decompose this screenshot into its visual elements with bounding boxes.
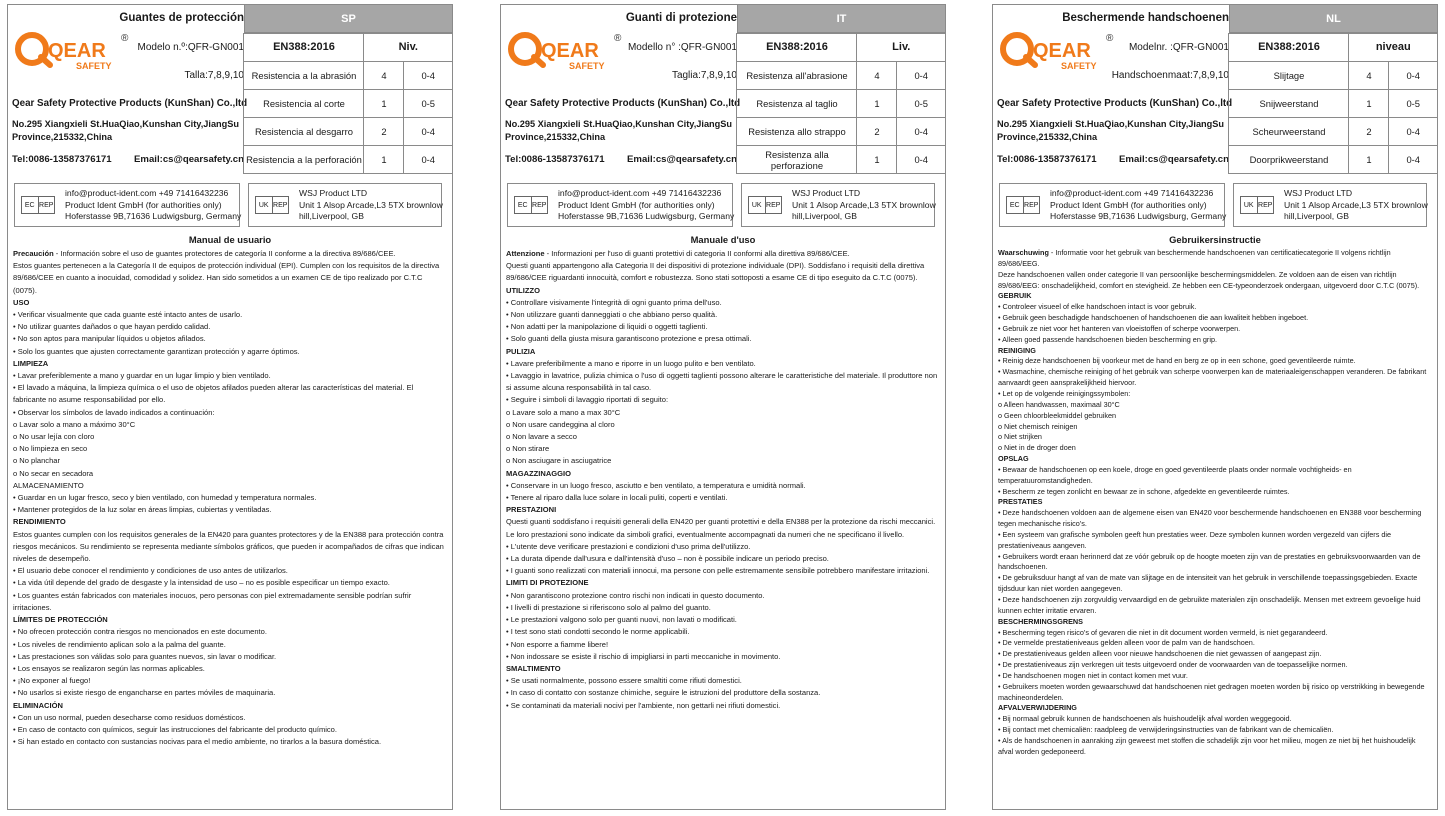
ec-rep-icon: [514, 196, 548, 214]
manual-paragraph: • Deze handschoenen zijn zorgvuldig vervaardigd en de gebruikte materialen zijn onschadelijk. Mensen met extreem gevoelige huid kunnen echter irritatie ervaren.: [998, 595, 1421, 615]
table-row: [737, 118, 945, 146]
authorised-representatives: [999, 183, 1431, 229]
test-level: 1: [364, 90, 404, 118]
manual-paragraph: • Seguire i simboli di lavaggio riportati di seguito:: [506, 395, 669, 405]
uk-rep-address-1: Unit 1 Alsop Arcade,L3 5TX brownlow: [792, 199, 936, 210]
manual-paragraph: • No ofrecen protección contra riesgos no mencionados en este documento.: [13, 627, 267, 637]
manual-paragraph: • Bij contact met chemicaliën: raadpleeg de verwijderingsinstructies van de fabrikant van de chemicaliën.: [998, 725, 1334, 735]
manual-paragraph: o Geen chloorbleekmiddel gebruiken: [998, 410, 1117, 420]
manual-paragraph: • Deze handschoenen voldoen aan de algemene eisen van EN420 voor beschermende handschoenen en EN388 voor bescherming tegen mechanische risico's.: [998, 508, 1422, 529]
manual-paragraph: • Non adatti per la manipolazione di liquidi o oggetti taglienti.: [506, 322, 708, 332]
manufacturer-address: No.295 Xiangxieli St.HuaQiao,Kunshan City,JiangSu Province,215332,China: [12, 119, 240, 142]
ec-rep-contact: info@product-ident.com +49 71416432236: [1050, 188, 1214, 198]
manual-paragraph: • De vermelde prestatieniveaus gelden alleen voor de palm van de handschoen.: [998, 638, 1255, 648]
test-name: Slijtage: [1229, 62, 1349, 90]
email-address: Email:cs@qearsafety.cn: [1119, 154, 1229, 165]
section-heading: OPSLAG: [998, 454, 1029, 464]
test-name: Resistenza alla perforazione: [737, 146, 857, 174]
manual-paragraph: • Mantener protegidos de la luz solar en áreas limpias, cubiertas y ventiladas.: [13, 505, 272, 515]
test-range: 0-5: [897, 90, 945, 118]
ec-rep-details: [1050, 188, 1226, 223]
table-header-row: [1229, 34, 1437, 62]
email-address: Email:cs@qearsafety.cn: [627, 154, 737, 165]
qear-logo: [14, 25, 134, 73]
manual-paragraph: o Niet chemisch reinigen: [998, 421, 1078, 431]
phone-number: Tel:0086-13587376171: [505, 154, 605, 165]
ec-label: EC: [1007, 197, 1024, 213]
manual-paragraph: • Reinig deze handschoenen bij voorkeur met de hand en berg ze op in een schone, goed geventileerde ruimte.: [998, 356, 1356, 366]
product-title: Beschermende handschoenen: [1062, 12, 1229, 24]
manual-paragraph: Estos guantes pertenecen a la Categoría II de equipos de protección individual (EPI). Cumplen con los requisitos de la directiva 89/686/CEE en cuanto a inocuidad, comodidad y solidez. Han sido sometidos a un examen CE de tipo realizado por C.T.C (0075).: [13, 261, 440, 295]
manual-paragraph: • Guardar en un lugar fresco, seco y bien ventilado, con humedad y temperatura normales.: [13, 493, 317, 503]
warning-text: - Información sobre el uso de guantes protectores de categoría II conforme a la directiva 89/686/CEE.: [53, 249, 396, 258]
table-row: [244, 90, 452, 118]
manual-paragraph: o Non lavare a secco: [506, 432, 577, 442]
manual-paragraph: • Tenere al riparo dalla luce solare in locali puliti, coperti e ventilati.: [506, 493, 728, 503]
manual-paragraph: • Bij normaal gebruik kunnen de handschoenen als huishoudelijk afval worden weggegooid.: [998, 714, 1292, 724]
uk-rep-address-2: hill,Liverpool, GB: [792, 211, 857, 221]
rep-label: REP: [766, 201, 781, 209]
manufacturer-address: No.295 Xiangxieli St.HuaQiao,Kunshan City,JiangSu Province,215332,China: [505, 119, 733, 142]
ec-rep-contact: info@product-ident.com +49 71416432236: [558, 188, 722, 198]
panel-header: [501, 5, 945, 173]
test-name: Resistencia a la perforación: [244, 146, 364, 174]
ec-rep-company: Product Ident GmbH (for authorities only): [65, 199, 222, 210]
test-name: Doorprikweerstand: [1229, 146, 1349, 174]
manual-paragraph: o Alleen handwassen, maximaal 30°C: [998, 399, 1120, 409]
manual-paragraph: • Gebruik ze niet voor het hanteren van vloeistoffen of scherpe voorwerpen.: [998, 323, 1241, 333]
section-heading: LIMITI DI PROTEZIONE: [506, 578, 589, 588]
uk-rep-details: [299, 188, 443, 223]
manual-paragraph: • Let op de volgende reinigingssymbolen:: [998, 388, 1131, 398]
en388-performance-table: [243, 33, 452, 174]
standard-label: EN388:2016: [737, 34, 857, 62]
manual-paragraph: • Los niveles de rendimiento aplican solo a la palma del guante.: [13, 639, 226, 649]
test-range: 0-4: [404, 118, 452, 146]
manual-paragraph: • Non garantiscono protezione contro rischi non indicati in questo documento.: [506, 590, 765, 600]
section-heading: SMALTIMENTO: [506, 663, 561, 673]
ec-rep-company: Product Ident GmbH (for authorities only): [1050, 199, 1207, 210]
manual-paragraph: • L'utente deve verificare prestazioni e condizioni d'uso prima dell'utilizzo.: [506, 541, 751, 551]
manual-paragraph: • Los guantes están fabricados con materiales inocuos, pero personas con piel extremadamente sensible podrían sufrir irritaciones.: [13, 590, 412, 612]
rep-label: REP: [273, 201, 288, 209]
manual-paragraph: • La durata dipende dall'usura e dall'intensità d'uso – non è possibile indicare un periodo preciso.: [506, 554, 829, 564]
manual-title: Manuale d'uso: [690, 234, 756, 245]
level-label: Niv.: [364, 34, 452, 62]
uk-rep-details: [792, 188, 936, 223]
manufacturer-name: Qear Safety Protective Products (KunShan) Co.,ltd: [997, 98, 1233, 109]
section-heading: AFVALVERWIJDERING: [998, 703, 1077, 713]
table-row: [1229, 146, 1437, 174]
test-name: Resistencia al desgarro: [244, 118, 364, 146]
model-number: Modello n° :QFR-GN001: [627, 42, 737, 53]
manual-paragraph: • El usuario debe conocer el rendimiento y condiciones de uso antes de utilizarlos.: [13, 566, 288, 576]
manufacturer-address: No.295 Xiangxieli St.HuaQiao,Kunshan City,JiangSu Province,215332,China: [997, 119, 1225, 142]
logo-reg: ®: [614, 33, 622, 44]
product-title: Guantes de protección: [119, 12, 244, 24]
section-heading: BESCHERMINGSGRENS: [998, 616, 1083, 626]
test-level: 2: [364, 118, 404, 146]
test-level: 1: [1349, 146, 1389, 174]
rep-label: REP: [1258, 201, 1273, 209]
uk-rep-company: WSJ Product LTD: [1284, 188, 1353, 198]
logo-reg: ®: [121, 33, 129, 44]
manual-paragraph: • Se usati normalmente, possono essere smaltiti come rifiuti domestici.: [506, 676, 742, 686]
manual-paragraph: • In caso di contatto con sostanze chimiche, seguire le istruzioni del produttore della sostanza.: [506, 688, 821, 698]
manual-paragraph: • Le prestazioni valgono solo per guanti nuovi, non lavati o modificati.: [506, 615, 737, 625]
user-manual: [8, 234, 452, 748]
manual-paragraph: • Solo los guantes que ajusten correctamente garantizan protección y agarre óptimos.: [13, 346, 300, 356]
section-heading: PULIZIA: [506, 346, 536, 356]
manual-paragraph: • Observar los símbolos de lavado indicados a continuación:: [13, 407, 215, 417]
uk-rep-box: [741, 183, 935, 227]
manual-paragraph: Deze handschoenen vallen onder categorie II van persoonlijke beschermingsmiddelen. Ze voldoen aan de eisen van richtlijn 89/686/EEG: onschadelijkheid, comfort en stevigheid. Ze hebben een CE-typeonderzoek ondergaan, uitgevoerd door C.T.C (0075).: [998, 269, 1420, 290]
logo-brand: QEAR: [541, 40, 599, 62]
table-row: [1229, 62, 1437, 90]
uk-label: UK: [256, 197, 273, 213]
manual-paragraph: • Si han estado en contacto con sustancias nocivas para el medio ambiente, no tirarlos a la basura doméstica.: [13, 737, 382, 747]
ec-rep-address: Hoferstasse 9B,71636 Ludwigsburg, Germany: [1050, 211, 1227, 221]
manual-paragraph: • Bescherm ze tegen zonlicht en bewaar ze in schone, afgedekte en geventileerde ruimtes.: [998, 486, 1290, 496]
manual-paragraph: • De prestatieniveaus gelden alleen voor nieuwe handschoenen die niet gewassen of aangepast zijn.: [998, 649, 1322, 659]
manual-paragraph: o Non asciugare in asciugatrice: [506, 456, 612, 466]
user-manual: [501, 234, 945, 712]
ec-rep-details: [65, 188, 241, 223]
phone-number: Tel:0086-13587376171: [997, 154, 1097, 165]
table-row: [737, 146, 945, 174]
test-level: 4: [1349, 62, 1389, 90]
warning-lead: Waarschuwing: [998, 248, 1049, 257]
manual-paragraph: • Wasmachine, chemische reiniging of het gebruik van scherpe voorwerpen kan de materiaaleigenschappen veranderen. De fabrikant aanvaardt geen aansprakelijkheid hiervoor.: [998, 367, 1427, 388]
ec-rep-address: Hoferstasse 9B,71636 Ludwigsburg, Germany: [558, 211, 735, 221]
authorised-representatives: [14, 183, 446, 229]
table-row: [244, 62, 452, 90]
instruction-panel-it: [500, 4, 946, 810]
uk-rep-box: [248, 183, 442, 227]
uk-rep-address-2: hill,Liverpool, GB: [299, 211, 364, 221]
manufacturer-name: Qear Safety Protective Products (KunShan) Co.,ltd: [12, 98, 248, 109]
manual-paragraph: Questi guanti appartengono alla Categoria II dei dispositivi di protezione individuale (DPI). Soddisfano i requisiti della direttiva 89/686/CEE riguardanti innocuità, comfort e robustezza. Sono stati sottoposti a esame CE di tipo eseguito da C.T.C (0075).: [506, 261, 925, 283]
rep-label: REP: [39, 201, 54, 209]
test-range: 0-4: [897, 118, 945, 146]
manual-paragraph: ALMACENAMIENTO: [13, 480, 84, 490]
ec-rep-icon: [1006, 196, 1040, 214]
logo-sub: SAFETY: [76, 61, 112, 71]
manual-paragraph: • Las prestaciones son válidas solo para guantes nuevos, sin lavar o modificar.: [13, 651, 277, 661]
manual-paragraph: [506, 248, 940, 260]
test-level: 1: [857, 90, 897, 118]
manual-paragraph: • En caso de contacto con químicos, seguir las instrucciones del fabricante del producto químico.: [13, 724, 337, 734]
test-level: 4: [857, 62, 897, 90]
test-name: Resistenza allo strappo: [737, 118, 857, 146]
manual-title: Gebruikersinstructie: [1169, 234, 1261, 245]
phone-number: Tel:0086-13587376171: [12, 154, 112, 165]
section-heading: USO: [13, 297, 30, 307]
logo-brand: QEAR: [48, 40, 106, 62]
manual-paragraph: [13, 248, 447, 260]
test-range: 0-4: [404, 62, 452, 90]
section-heading: LÍMITES DE PROTECCIÓN: [13, 615, 108, 625]
ec-rep-details: [558, 188, 734, 223]
manual-paragraph: • Controllare visivamente l'integrità di ogni guanto prima dell'uso.: [506, 297, 722, 307]
manual-paragraph: • De gebruiksduur hangt af van de mate van slijtage en de intensiteit van het gebruik in verschillende toepassingsgebieden. Exacte tijdsduur kan niet worden aangegeven.: [998, 573, 1418, 594]
manual-paragraph: • Con un uso normal, pueden desecharse como residuos domésticos.: [13, 712, 246, 722]
section-heading: PRESTATIES: [998, 497, 1043, 507]
qear-logo: [507, 25, 627, 73]
manual-paragraph: o No limpieza en seco: [13, 444, 88, 454]
test-range: 0-5: [404, 90, 452, 118]
test-level: 2: [857, 118, 897, 146]
manual-paragraph: • Non esporre a fiamme libere!: [506, 639, 609, 649]
manual-paragraph: [998, 248, 1432, 270]
manual-paragraph: • No utilizar guantes dañados o que hayan perdido calidad.: [13, 322, 211, 332]
manual-paragraph: • Gebruik geen beschadigde handschoenen of handschoenen die aan kwaliteit hebben ingeboet.: [998, 313, 1309, 323]
ec-rep-box: [999, 183, 1225, 227]
test-name: Scheurweerstand: [1229, 118, 1349, 146]
manual-paragraph: • I test sono stati condotti secondo le norme applicabili.: [506, 627, 690, 637]
table-row: [1229, 90, 1437, 118]
uk-rep-company: WSJ Product LTD: [792, 188, 861, 198]
table-row: [244, 118, 452, 146]
table-row: [737, 90, 945, 118]
language-code: NL: [1229, 5, 1437, 33]
ec-rep-company: Product Ident GmbH (for authorities only): [558, 199, 715, 210]
manual-paragraph: o No planchar: [13, 456, 60, 466]
table-row: [244, 146, 452, 174]
uk-rep-box: [1233, 183, 1427, 227]
logo-sub: SAFETY: [1061, 61, 1097, 71]
instruction-panel-sp: [7, 4, 453, 810]
qear-logo: [999, 25, 1119, 73]
manual-paragraph: • Non utilizzare guanti danneggiati o che abbiano perso qualità.: [506, 310, 718, 320]
test-name: Resistenza al taglio: [737, 90, 857, 118]
manual-paragraph: o Non usare candeggina al cloro: [506, 419, 615, 429]
manual-paragraph: o Niet strijken: [998, 432, 1042, 442]
ec-label: EC: [515, 197, 532, 213]
manual-paragraph: • Als de handschoenen in aanraking zijn geweest met stoffen die schadelijk zijn voor het milieu, mogen ze niet bij het huishoudelijk afval worden gedeponeerd.: [998, 735, 1416, 756]
test-range: 0-4: [404, 146, 452, 174]
panel-header: [8, 5, 452, 173]
manual-paragraph: o No secar en secadora: [13, 468, 94, 478]
section-heading: RENDIMIENTO: [13, 517, 66, 527]
test-level: 1: [364, 146, 404, 174]
glove-sizes: Talla:7,8,9,10: [184, 70, 244, 81]
language-code: SP: [244, 5, 452, 33]
manual-paragraph: • Bescherming tegen risico's of gevaren die niet in dit document worden vermeld, is niet gegarandeerd.: [998, 627, 1328, 637]
ec-rep-box: [507, 183, 733, 227]
uk-rep-address-2: hill,Liverpool, GB: [1284, 211, 1349, 221]
manual-paragraph: • I guanti sono realizzati con materiali innocui, ma persone con pelle estremamente sensibile potrebbero manifestare irritazioni.: [506, 566, 930, 576]
manual-paragraph: • ¡No exponer al fuego!: [13, 676, 91, 686]
manual-paragraph: o Lavar solo a mano a máximo 30°C: [13, 419, 136, 429]
manual-paragraph: • Lavaggio in lavatrice, pulizia chimica o l'uso di oggetti taglienti possono alterare le caratteristiche del materiale. Il produttore non si assume alcuna responsabilità in tal caso.: [506, 371, 938, 393]
manual-paragraph: • Een systeem van grafische symbolen geeft hun prestaties weer. Deze symbolen kunnen worden vergezeld van cijfers die prestatieniveaus aangeven.: [998, 529, 1392, 550]
uk-rep-details: [1284, 188, 1428, 223]
manual-paragraph: • La vida útil depende del grado de desgaste y la intensidad de uso – no es posible especificar un tiempo exacto.: [13, 578, 390, 588]
uk-rep-icon: [1240, 196, 1274, 214]
manual-paragraph: • Lavare preferibilmente a mano e riporre in un luogo pulito e ben ventilato.: [506, 358, 756, 368]
ec-rep-contact: info@product-ident.com +49 71416432236: [65, 188, 229, 198]
logo-brand: QEAR: [1033, 40, 1091, 62]
manual-paragraph: • Bewaar de handschoenen op een koele, droge en goed geventileerde plaats onder normale vochtigheids- en temperatuuromstandigheden.: [998, 464, 1352, 485]
level-label: Liv.: [857, 34, 945, 62]
product-title: Guanti di protezione: [625, 12, 737, 24]
test-range: 0-4: [1389, 62, 1437, 90]
authorised-representatives: [507, 183, 939, 229]
manual-paragraph: • Se contaminati da materiali nocivi per l'ambiente, non gettarli nei rifiuti domestici.: [506, 700, 781, 710]
uk-rep-address-1: Unit 1 Alsop Arcade,L3 5TX brownlow: [299, 199, 443, 210]
manual-paragraph: • Controleer visueel of elke handschoen intact is voor gebruik.: [998, 302, 1197, 312]
section-heading: ELIMINACIÓN: [13, 700, 63, 710]
manual-paragraph: • Gebruikers wordt eraan herinnerd dat ze vóór gebruik op de hoogte moeten zijn van de prestaties en gebruiksvoorwaarden van de handschoenen.: [998, 551, 1421, 572]
uk-rep-icon: [748, 196, 782, 214]
test-level: 2: [1349, 118, 1389, 146]
manufacturer-name: Qear Safety Protective Products (KunShan) Co.,ltd: [505, 98, 741, 109]
manual-paragraph: • Los ensayos se realizaron según las normas aplicables.: [13, 663, 205, 673]
test-name: Resistencia a la abrasión: [244, 62, 364, 90]
uk-rep-address-1: Unit 1 Alsop Arcade,L3 5TX brownlow: [1284, 199, 1428, 210]
warning-lead: Precaución: [13, 249, 54, 258]
uk-label: UK: [749, 197, 766, 213]
email-address: Email:cs@qearsafety.cn: [134, 154, 244, 165]
manual-paragraph: • Conservare in un luogo fresco, asciutto e ben ventilato, a temperatura e umidità normali.: [506, 480, 806, 490]
standard-label: EN388:2016: [1229, 34, 1349, 62]
ec-rep-icon: [21, 196, 55, 214]
manual-paragraph: • El lavado a máquina, la limpieza química o el uso de objetos afilados pueden alterar las características del material. El fabricante no asume responsabilidad por ello.: [13, 383, 414, 405]
test-range: 0-4: [1389, 146, 1437, 174]
logo-sub: SAFETY: [569, 61, 605, 71]
test-level: 1: [857, 146, 897, 174]
ec-rep-box: [14, 183, 240, 227]
manual-paragraph: Questi guanti soddisfano i requisiti generali della EN420 per guanti protettivi e della EN388 per la protezione da rischi meccanici. Le loro prestazioni sono indicate da simboli grafici, eventualmente accompagnati da numeri che ne specificano il livello.: [506, 517, 936, 539]
manual-paragraph: o Non stirare: [506, 444, 550, 454]
panel-header: [993, 5, 1437, 173]
uk-rep-company: WSJ Product LTD: [299, 188, 368, 198]
warning-text: - Informatie voor het gebruik van beschermende handschoenen van certificatiecategorie II volgens richtlijn 89/686/EEG.: [998, 248, 1391, 268]
test-name: Resistencia al corte: [244, 90, 364, 118]
manual-paragraph: • Solo guanti della giusta misura garantiscono protezione e presa ottimali.: [506, 334, 752, 344]
manual-paragraph: • Alleen goed passende handschoenen bieden bescherming en grip.: [998, 334, 1217, 344]
test-level: 4: [364, 62, 404, 90]
manual-paragraph: • No usarlos si existe riesgo de engancharse en partes móviles de maquinaria.: [13, 688, 276, 698]
ec-label: EC: [22, 197, 39, 213]
manual-title: Manual de usuario: [188, 234, 272, 245]
manual-paragraph: • Lavar preferiblemente a mano y guardar en un lugar limpio y bien ventilado.: [13, 371, 271, 381]
section-heading: UTILIZZO: [506, 285, 540, 295]
rep-label: REP: [1024, 201, 1039, 209]
table-row: [737, 62, 945, 90]
test-name: Snijweerstand: [1229, 90, 1349, 118]
uk-label: UK: [1241, 197, 1258, 213]
logo-reg: ®: [1106, 33, 1114, 44]
section-heading: PRESTAZIONI: [506, 505, 557, 515]
manual-paragraph: • De prestatieniveaus zijn verkregen uit tests uitgevoerd onder de voorwaarden van de toepasselijke normen.: [998, 660, 1348, 670]
table-row: [1229, 118, 1437, 146]
model-number: Modelnr. :QFR-GN001: [1128, 42, 1229, 53]
manual-paragraph: Estos guantes cumplen con los requisitos generales de la EN420 para guantes protectores y de la EN388 para protección contra riesgos mecánicos. Su rendimiento se representa mediante símbolos gráficos, que pueden ir acompañados de cifras que indican niveles de desempeño.: [13, 529, 444, 564]
section-heading: GEBRUIK: [998, 291, 1032, 301]
language-code: IT: [737, 5, 945, 33]
instruction-panel-nl: [992, 4, 1438, 810]
warning-text: - Informazioni per l'uso di guanti protettivi di categoria II conformi alla direttiva 89/686/CEE.: [544, 249, 850, 258]
test-level: 1: [1349, 90, 1389, 118]
user-manual: [993, 234, 1437, 758]
model-number: Modelo n.º:QFR-GN001: [137, 42, 244, 53]
ec-rep-address: Hoferstasse 9B,71636 Ludwigsburg, Germany: [65, 211, 242, 221]
test-range: 0-5: [1389, 90, 1437, 118]
warning-lead: Attenzione: [506, 249, 545, 258]
en388-performance-table: [736, 33, 945, 174]
section-heading: MAGAZZINAGGIO: [506, 468, 571, 478]
table-header-row: [244, 34, 452, 62]
section-heading: REINIGING: [998, 345, 1036, 355]
manual-paragraph: • De handschoenen mogen niet in contact komen met vuur.: [998, 670, 1188, 680]
manual-paragraph: o Lavare solo a mano a max 30°C: [506, 407, 621, 417]
manual-paragraph: • Gebruikers moeten worden gewaarschuwd dat handschoenen niet gedragen moeten worden bij risico op verstrikking in bewegende machineonderdelen.: [998, 681, 1425, 702]
table-header-row: [737, 34, 945, 62]
test-range: 0-4: [897, 62, 945, 90]
manual-paragraph: • Non indossare se esiste il rischio di impigliarsi in parti meccaniche in movimento.: [506, 651, 781, 661]
test-range: 0-4: [897, 146, 945, 174]
level-label: niveau: [1349, 34, 1437, 62]
test-name: Resistenza all'abrasione: [737, 62, 857, 90]
manual-paragraph: o Niet in de droger doen: [998, 443, 1076, 453]
glove-sizes: Handschoenmaat:7,8,9,10: [1111, 70, 1229, 81]
manual-paragraph: • Verificar visualmente que cada guante esté intacto antes de usarlo.: [13, 310, 243, 320]
en388-performance-table: [1228, 33, 1437, 174]
glove-sizes: Taglia:7,8,9,10: [671, 70, 737, 81]
manual-paragraph: o No usar lejía con cloro: [13, 432, 95, 442]
uk-rep-icon: [255, 196, 289, 214]
standard-label: EN388:2016: [244, 34, 364, 62]
section-heading: LIMPIEZA: [13, 358, 49, 368]
manual-paragraph: • I livelli di prestazione si riferiscono solo al palmo del guanto.: [506, 602, 711, 612]
rep-label: REP: [532, 201, 547, 209]
test-range: 0-4: [1389, 118, 1437, 146]
manual-paragraph: • No son aptos para manipular líquidos u objetos afilados.: [13, 334, 206, 344]
